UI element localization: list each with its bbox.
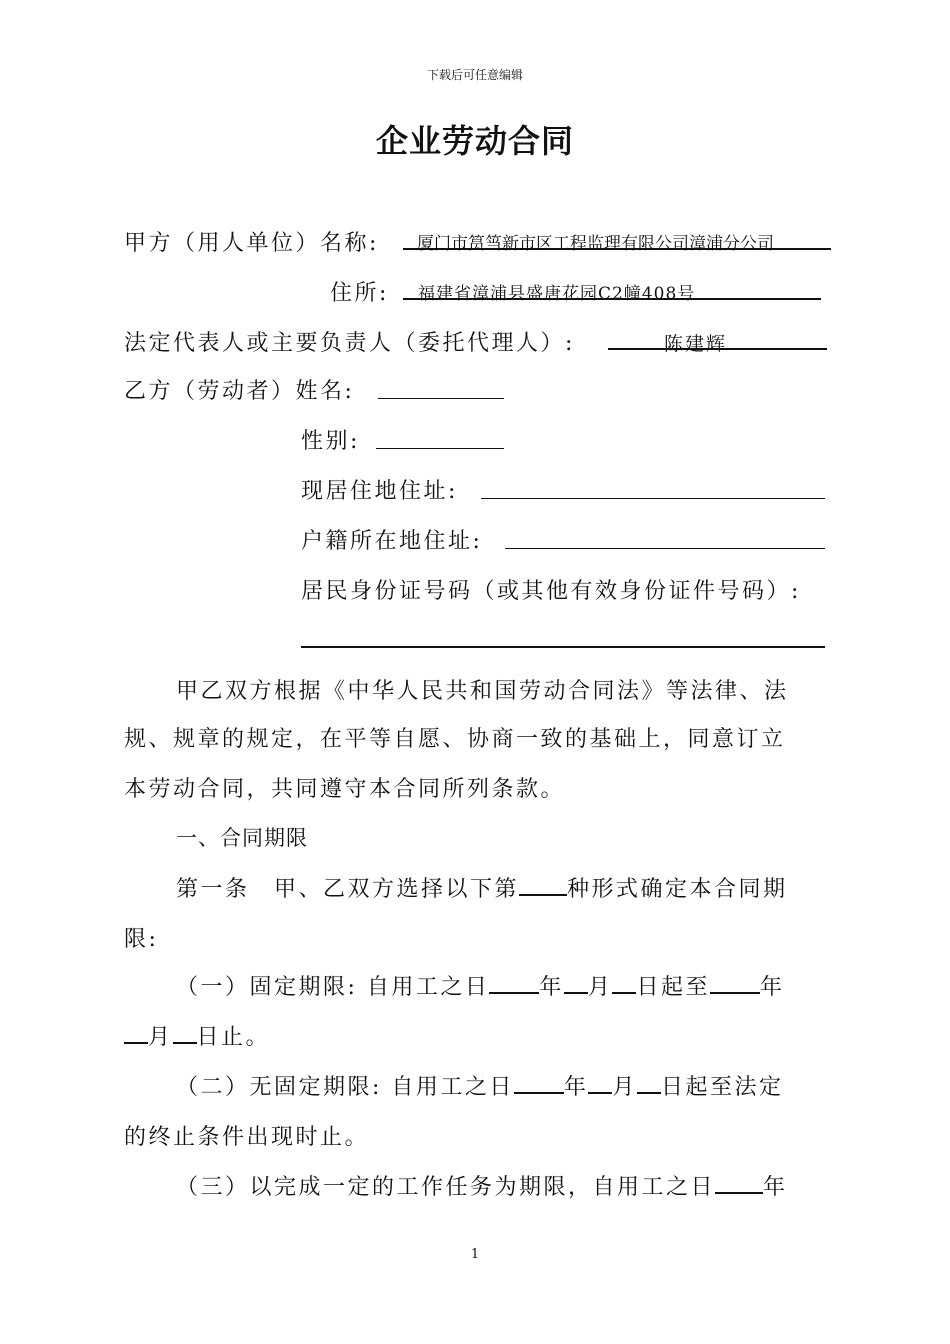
option-1-month-2: 月 [148,1025,173,1050]
party-b-household-label: 户籍所在地住址: [301,529,483,554]
option-1-start-month-blank[interactable] [564,972,588,994]
option-1-end: 日止。 [196,1025,271,1050]
option-2-year-blank[interactable] [514,1072,564,1094]
option-3-year: 年 [763,1175,788,1200]
party-b-name-label: 乙方（劳动者）姓名: [124,379,355,404]
article-1-line-2: 限: [124,927,159,952]
party-a-name-label: 甲方（用人单位）名称: [124,231,379,256]
option-2-month: 月 [612,1075,637,1100]
option-1-line-2 [124,1020,270,1051]
party-a-address-value: 福建省漳浦县盛唐花园C2幢408号 [418,284,696,304]
party-a-rep-label: 法定代表人或主要负责人（委托代理人）: [124,331,575,356]
option-1-day: 日起至 [636,975,710,1000]
option-2-year: 年 [563,1075,589,1100]
option-3-text: （三）以完成一定的工作任务为期限，自用工之日 [176,1175,716,1200]
option-3-year-blank[interactable] [715,1172,763,1194]
party-b-gender-field[interactable] [376,426,504,449]
article-1-text-b: 种形式确定本合同期 [567,877,788,902]
article-1-option-blank[interactable] [519,874,567,896]
party-b-id-field[interactable] [301,622,825,648]
party-b-residence-field[interactable] [481,476,825,499]
option-1-month: 月 [587,975,613,1000]
option-1-line-1 [176,970,784,1001]
party-a-rep-value: 陈建辉 [664,333,728,355]
option-2-line-2: 的终止条件出现时止。 [124,1125,370,1150]
option-1-start-year-blank[interactable] [489,972,539,994]
intro-line-2: 规、规章的规定，在平等自愿、协商一致的基础上，同意订立 [124,727,786,752]
option-1-text: （一）固定期限: 自用工之日 [176,975,490,1000]
article-1-line-1 [176,872,788,903]
section-1-heading: 一、合同期限 [176,826,308,850]
party-b-name-field[interactable] [378,376,504,399]
party-b-id-label: 居民身份证号码（或其他有效身份证件号码）: [301,579,801,604]
party-b-household-field[interactable] [505,526,825,549]
download-note: 下载后可任意编辑 [426,68,523,82]
intro-line-1: 甲乙双方根据《中华人民共和国劳动合同法》等法律、法 [176,679,789,704]
party-a-name-value: 厦门市筼筜新市区工程监理有限公司漳浦分公司 [417,234,774,254]
document-title: 企业劳动合同 [375,122,574,160]
party-b-gender-label: 性别: [301,429,360,454]
option-2-line-1 [176,1070,783,1101]
intro-line-3: 本劳动合同，共同遵守本合同所列条款。 [124,777,566,802]
option-1-year-2: 年 [759,975,785,1000]
option-1-end-month-blank[interactable] [124,1022,148,1044]
option-2-month-blank[interactable] [588,1072,612,1094]
option-1-end-day-blank[interactable] [173,1022,197,1044]
page-number: 1 [470,1247,480,1262]
option-2-text: （二）无固定期限: 自用工之日 [176,1075,514,1100]
option-1-end-year-blank[interactable] [710,972,760,994]
option-1-year: 年 [539,975,564,1000]
option-2-day-blank[interactable] [637,1072,661,1094]
option-1-start-day-blank[interactable] [612,972,636,994]
option-3-line-1 [176,1170,788,1201]
article-1-text-a: 第一条 甲、乙双方选择以下第 [176,877,520,902]
party-a-address-label: 住所: [330,281,389,306]
option-2-day: 日起至法定 [660,1075,784,1100]
party-b-residence-label: 现居住地住址: [301,479,458,504]
